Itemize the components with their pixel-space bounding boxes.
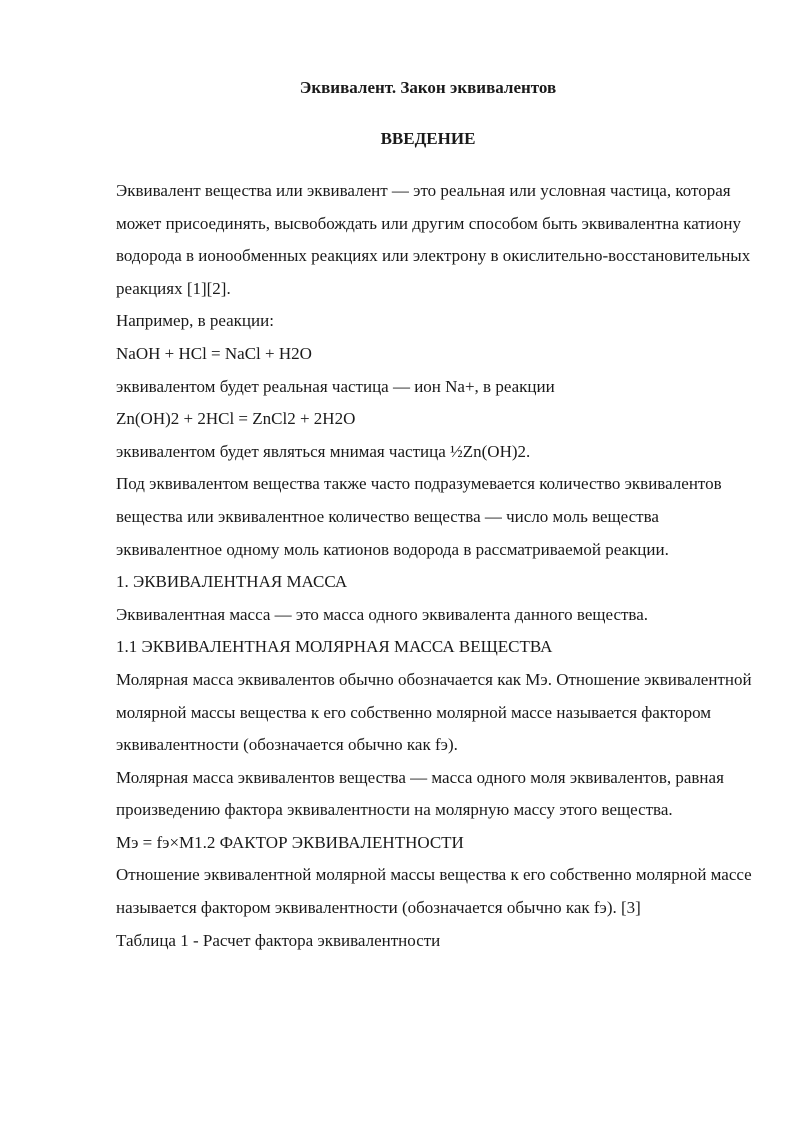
paragraph-example-na: эквивалентом будет реальная частица — ион Na+, в реакции [116, 376, 555, 396]
section-heading-introduction: ВВЕДЕНИЕ [380, 129, 476, 148]
paragraph-example-intro: Например, в реакции: [116, 311, 274, 331]
section-heading-molar-mass: 1.1 ЭКВИВАЛЕНТНАЯ МОЛЯРНАЯ МАССА ВЕЩЕСТВА [116, 637, 553, 657]
paragraph-equivalent-quantity: Под эквивалентом вещества также часто подразумевается количество эквивалентов вещества или эквивалентное количество вещества — число моль вещества эквивалентное одному моль катионов водорода в рассматриваемой реакции. [116, 474, 722, 559]
paragraph-factor-definition: Отношение эквивалентной молярной массы вещества к его собственно молярной массе называется фактором эквивалентности (обозначается обычно как fэ). [3] [116, 865, 752, 918]
paragraph-molar-mass-notation: Молярная масса эквивалентов обычно обозначается как Mэ. Отношение эквивалентной молярной массы вещества к его собственно молярной массе называется фактором эквивалентности (обозначается обычно как fэ). [116, 669, 752, 755]
paragraph-equivalent-mass: Эквивалентная масса — это масса одного эквивалента данного вещества. [116, 604, 649, 624]
equation-zn-hcl: Zn(OH)2 + 2HCl = ZnCl2 + 2H2O [116, 409, 356, 429]
section-heading-equivalent-mass: 1. ЭКВИВАЛЕНТНАЯ МАССА [116, 572, 348, 592]
table-caption: Таблица 1 - Расчет фактора эквивалентности [116, 930, 441, 950]
paragraph-molar-mass-definition: Молярная масса эквивалентов вещества — масса одного моля эквивалентов, равная произведению фактора эквивалентности на молярную массу этого вещества. [116, 767, 724, 820]
document-title: Эквивалент. Закон эквивалентов [299, 78, 557, 97]
formula-and-heading-factor: Mэ = fэ×M1.2 ФАКТОР ЭКВИВАЛЕНТНОСТИ [116, 832, 464, 852]
paragraph-definition: Эквивалент вещества или эквивалент — это реальная или условная частица, которая может присоединять, высвобождать или другим способом быть эквивалентна катиону водорода в ионообменных реакциях или электрону в окислительно-восстановительных реакциях [1][2]. [116, 181, 751, 298]
equation-naoh-hcl: NaOH + HCl = NaCl + H2O [116, 343, 312, 363]
document-body [116, 175, 756, 957]
paragraph-example-zn: эквивалентом будет являться мнимая частица ½Zn(OH)2. [116, 441, 531, 461]
